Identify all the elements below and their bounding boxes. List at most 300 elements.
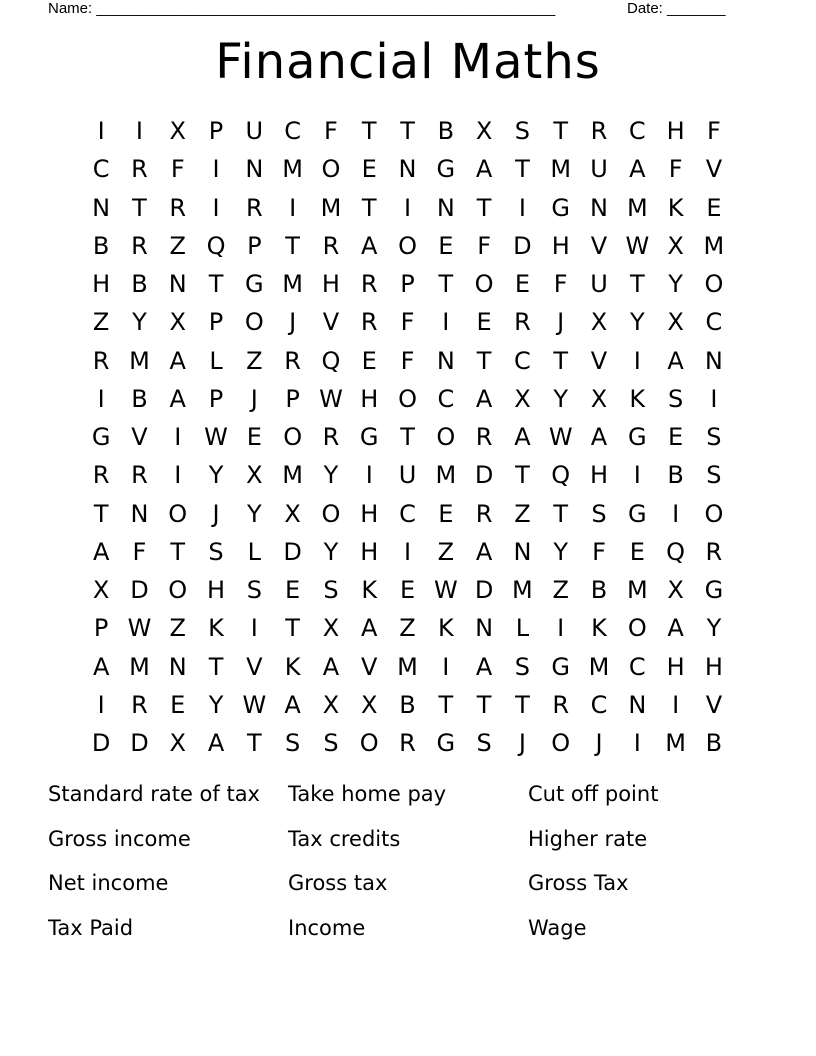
- grid-cell[interactable]: X: [667, 308, 684, 337]
- grid-cell[interactable]: S: [246, 576, 262, 605]
- grid-cell[interactable]: I: [97, 690, 105, 719]
- grid-cell[interactable]: V: [246, 652, 263, 681]
- grid-cell[interactable]: P: [93, 614, 109, 643]
- grid-cell[interactable]: Z: [437, 537, 455, 566]
- grid-cell[interactable]: N: [398, 155, 417, 184]
- grid-cell[interactable]: P: [247, 231, 262, 260]
- grid-cell[interactable]: Y: [208, 461, 224, 490]
- grid-cell[interactable]: O: [398, 231, 417, 260]
- grid-cell[interactable]: A: [667, 346, 684, 375]
- grid-cell[interactable]: K: [629, 384, 646, 413]
- grid-cell[interactable]: M: [588, 652, 610, 681]
- grid-cell[interactable]: T: [476, 193, 492, 222]
- grid-cell[interactable]: L: [515, 614, 530, 643]
- grid-cell[interactable]: D: [130, 729, 149, 758]
- grid-cell[interactable]: X: [284, 499, 301, 528]
- grid-cell[interactable]: R: [552, 690, 570, 719]
- grid-cell[interactable]: Q: [666, 537, 686, 566]
- grid-cell[interactable]: L: [247, 537, 262, 566]
- grid-cell[interactable]: M: [282, 461, 303, 490]
- grid-cell[interactable]: S: [323, 729, 339, 758]
- grid-cell[interactable]: T: [553, 117, 569, 146]
- grid-cell[interactable]: L: [209, 346, 223, 375]
- grid-cell[interactable]: X: [361, 690, 378, 719]
- grid-cell[interactable]: F: [477, 231, 492, 260]
- grid-cell[interactable]: T: [438, 690, 454, 719]
- grid-cell[interactable]: B: [399, 690, 416, 719]
- word-list-item: Net income: [48, 871, 169, 895]
- grid-cell[interactable]: T: [247, 729, 262, 758]
- grid-cell[interactable]: J: [595, 729, 603, 758]
- grid-cell[interactable]: J: [518, 729, 526, 758]
- grid-cell[interactable]: A: [169, 384, 186, 413]
- grid-cell[interactable]: F: [400, 346, 415, 375]
- grid-cell[interactable]: R: [360, 270, 378, 299]
- grid-cell[interactable]: P: [208, 384, 224, 413]
- grid-cell[interactable]: T: [132, 193, 147, 222]
- grid-cell[interactable]: T: [285, 231, 300, 260]
- grid-cell[interactable]: X: [667, 576, 684, 605]
- grid-cell[interactable]: C: [92, 155, 110, 184]
- grid-cell[interactable]: N: [628, 690, 647, 719]
- grid-cell[interactable]: E: [361, 155, 377, 184]
- grid-cell[interactable]: R: [475, 423, 493, 452]
- grid-cell[interactable]: N: [168, 270, 187, 299]
- grid-cell[interactable]: E: [285, 576, 301, 605]
- grid-cell[interactable]: E: [476, 308, 492, 337]
- grid-cell[interactable]: X: [590, 308, 608, 337]
- grid-cell[interactable]: I: [97, 384, 105, 413]
- grid-cell[interactable]: E: [438, 499, 454, 528]
- grid-cell[interactable]: G: [551, 652, 571, 681]
- grid-cell[interactable]: H: [666, 652, 685, 681]
- grid-cell[interactable]: U: [590, 155, 608, 184]
- grid-cell[interactable]: X: [514, 384, 531, 413]
- grid-cell[interactable]: G: [628, 499, 647, 528]
- grid-cell[interactable]: I: [174, 461, 182, 490]
- grid-cell[interactable]: Y: [706, 614, 722, 643]
- grid-cell[interactable]: V: [705, 155, 723, 184]
- grid-cell[interactable]: R: [322, 423, 340, 452]
- grid-cell[interactable]: M: [282, 270, 303, 299]
- grid-cell[interactable]: H: [666, 117, 685, 146]
- grid-cell[interactable]: M: [129, 652, 150, 681]
- grid-cell[interactable]: R: [399, 729, 416, 758]
- grid-cell[interactable]: F: [324, 117, 338, 146]
- letter-grid: [82, 112, 733, 762]
- grid-cell[interactable]: N: [130, 499, 149, 528]
- grid-cell[interactable]: D: [513, 231, 532, 260]
- grid-cell[interactable]: A: [475, 384, 493, 413]
- word-list-item: Income: [288, 915, 366, 940]
- grid-cell[interactable]: K: [667, 193, 684, 222]
- grid-cell[interactable]: E: [629, 537, 645, 566]
- grid-cell[interactable]: R: [514, 308, 531, 337]
- grid-cell[interactable]: T: [208, 652, 224, 681]
- grid-cell[interactable]: W: [319, 384, 343, 413]
- grid-cell[interactable]: R: [131, 690, 148, 719]
- grid-cell[interactable]: Z: [399, 614, 416, 643]
- grid-cell[interactable]: T: [361, 117, 377, 146]
- grid-cell[interactable]: T: [476, 346, 492, 375]
- grid-cell[interactable]: G: [359, 423, 379, 452]
- grid-cell[interactable]: A: [361, 231, 378, 260]
- grid-cell[interactable]: I: [442, 652, 450, 681]
- grid-cell[interactable]: I: [174, 423, 182, 452]
- grid-cell[interactable]: Y: [323, 537, 339, 566]
- grid-cell[interactable]: H: [360, 537, 379, 566]
- grid-cell[interactable]: O: [244, 308, 264, 337]
- grid-cell[interactable]: E: [668, 423, 684, 452]
- grid-cell[interactable]: I: [403, 537, 412, 566]
- word-list-item: Higher rate: [528, 826, 648, 851]
- grid-cell[interactable]: H: [704, 652, 723, 681]
- grid-cell[interactable]: O: [168, 576, 188, 605]
- grid-cell[interactable]: M: [435, 461, 457, 490]
- grid-cell[interactable]: N: [92, 193, 111, 222]
- grid-cell[interactable]: M: [282, 155, 303, 184]
- grid-cell[interactable]: C: [399, 499, 416, 528]
- grid-cell[interactable]: R: [705, 537, 723, 566]
- grid-cell[interactable]: X: [169, 729, 186, 758]
- grid-cell[interactable]: R: [131, 461, 148, 490]
- grid-cell[interactable]: D: [474, 576, 494, 605]
- grid-cell[interactable]: W: [204, 423, 228, 452]
- grid-cell[interactable]: E: [706, 193, 722, 222]
- grid-cell[interactable]: Y: [629, 308, 645, 337]
- grid-cell[interactable]: X: [322, 614, 340, 643]
- grid-cell[interactable]: S: [667, 384, 684, 413]
- grid-cell[interactable]: A: [475, 537, 493, 566]
- grid-cell[interactable]: E: [170, 690, 186, 719]
- grid-cell[interactable]: V: [131, 423, 148, 452]
- grid-cell[interactable]: O: [359, 729, 379, 758]
- grid-cell[interactable]: K: [361, 576, 378, 605]
- grid-cell[interactable]: G: [628, 423, 647, 452]
- grid-cell[interactable]: R: [245, 193, 263, 222]
- grid-cell[interactable]: I: [212, 193, 220, 222]
- grid-cell[interactable]: S: [706, 461, 722, 490]
- grid-cell[interactable]: O: [704, 499, 724, 528]
- grid-cell[interactable]: G: [436, 729, 456, 758]
- grid-cell[interactable]: S: [591, 499, 607, 528]
- grid-cell[interactable]: T: [515, 155, 530, 184]
- grid-cell[interactable]: Y: [208, 690, 224, 719]
- grid-cell[interactable]: R: [169, 193, 187, 222]
- grid-cell[interactable]: V: [705, 690, 723, 719]
- grid-cell[interactable]: Y: [132, 308, 147, 337]
- grid-cell[interactable]: T: [629, 270, 645, 299]
- grid-cell[interactable]: J: [557, 308, 565, 337]
- grid-cell[interactable]: I: [672, 499, 680, 528]
- grid-cell[interactable]: P: [400, 270, 415, 299]
- grid-cell[interactable]: N: [513, 537, 532, 566]
- grid-cell[interactable]: R: [360, 308, 378, 337]
- grid-cell[interactable]: R: [284, 346, 301, 375]
- grid-cell[interactable]: M: [397, 652, 418, 681]
- word-list-item: Take home pay: [288, 782, 447, 806]
- grid-cell[interactable]: S: [514, 117, 531, 146]
- grid-cell[interactable]: E: [246, 423, 262, 452]
- grid-cell[interactable]: M: [703, 231, 725, 260]
- grid-cell[interactable]: O: [474, 270, 494, 299]
- grid-cell[interactable]: F: [170, 155, 185, 184]
- grid-cell[interactable]: W: [433, 576, 458, 605]
- grid-cell[interactable]: B: [667, 461, 684, 490]
- grid-cell[interactable]: T: [553, 346, 569, 375]
- grid-cell[interactable]: F: [668, 155, 683, 184]
- name-field[interactable]: Name: _______________________________________________________: [48, 0, 556, 17]
- grid-cell[interactable]: O: [283, 423, 303, 452]
- grid-cell[interactable]: T: [515, 690, 530, 719]
- grid-cell[interactable]: X: [92, 576, 110, 605]
- grid-cell[interactable]: I: [518, 193, 526, 222]
- grid-cell[interactable]: R: [131, 155, 148, 184]
- grid-cell[interactable]: R: [590, 117, 608, 146]
- grid-cell[interactable]: N: [704, 346, 723, 375]
- grid-cell[interactable]: P: [208, 117, 224, 146]
- grid-cell[interactable]: N: [436, 346, 455, 375]
- grid-cell[interactable]: E: [514, 270, 530, 299]
- grid-cell[interactable]: I: [633, 346, 641, 375]
- grid-cell[interactable]: T: [170, 537, 186, 566]
- grid-cell[interactable]: X: [475, 117, 493, 146]
- grid-cell[interactable]: N: [475, 614, 494, 643]
- grid-cell[interactable]: T: [553, 499, 569, 528]
- grid-cell[interactable]: O: [436, 423, 456, 452]
- grid-cell[interactable]: I: [365, 461, 373, 490]
- grid-cell[interactable]: V: [590, 346, 608, 375]
- grid-cell[interactable]: A: [92, 537, 110, 566]
- grid-cell[interactable]: T: [476, 690, 492, 719]
- grid-cell[interactable]: O: [551, 729, 571, 758]
- grid-cell[interactable]: S: [323, 576, 339, 605]
- grid-cell[interactable]: O: [627, 614, 647, 643]
- grid-cell[interactable]: I: [212, 155, 220, 184]
- grid-cell[interactable]: S: [285, 729, 301, 758]
- grid-cell[interactable]: C: [590, 690, 608, 719]
- grid-cell[interactable]: R: [92, 346, 110, 375]
- grid-cell[interactable]: I: [672, 690, 680, 719]
- grid-cell[interactable]: Z: [169, 614, 186, 643]
- grid-cell[interactable]: B: [131, 384, 148, 413]
- grid-cell[interactable]: T: [438, 270, 454, 299]
- grid-cell[interactable]: U: [245, 117, 264, 146]
- grid-cell[interactable]: Y: [247, 499, 262, 528]
- grid-cell[interactable]: Z: [92, 308, 110, 337]
- grid-cell[interactable]: C: [628, 117, 646, 146]
- grid-cell[interactable]: I: [135, 117, 143, 146]
- grid-cell[interactable]: E: [399, 576, 416, 605]
- grid-cell[interactable]: O: [321, 155, 341, 184]
- grid-cell[interactable]: C: [514, 346, 531, 375]
- grid-cell[interactable]: I: [403, 193, 412, 222]
- grid-cell[interactable]: J: [250, 384, 258, 413]
- grid-cell[interactable]: I: [442, 308, 450, 337]
- grid-cell[interactable]: B: [131, 270, 148, 299]
- word-list-item: Gross tax: [288, 871, 388, 895]
- grid-cell[interactable]: A: [667, 614, 684, 643]
- grid-cell[interactable]: I: [289, 193, 297, 222]
- grid-cell[interactable]: F: [706, 117, 721, 146]
- grid-cell[interactable]: F: [132, 537, 147, 566]
- grid-cell[interactable]: J: [289, 308, 297, 337]
- grid-cell[interactable]: I: [633, 461, 641, 490]
- grid-cell[interactable]: P: [208, 308, 224, 337]
- grid-cell[interactable]: A: [475, 652, 493, 681]
- word-list-item: Gross income: [48, 826, 191, 851]
- grid-cell[interactable]: Q: [206, 231, 226, 260]
- grid-cell[interactable]: F: [592, 537, 606, 566]
- grid-cell[interactable]: G: [245, 270, 264, 299]
- grid-cell[interactable]: A: [322, 652, 340, 681]
- date-field[interactable]: Date: _______: [627, 0, 726, 17]
- grid-cell[interactable]: C: [705, 308, 723, 337]
- grid-cell[interactable]: I: [97, 117, 105, 146]
- grid-cell[interactable]: Y: [553, 384, 569, 413]
- grid-cell[interactable]: I: [250, 614, 258, 643]
- grid-cell[interactable]: O: [398, 384, 417, 413]
- grid-cell[interactable]: R: [131, 231, 148, 260]
- grid-cell[interactable]: B: [92, 231, 110, 260]
- grid-cell[interactable]: I: [710, 384, 718, 413]
- grid-cell[interactable]: S: [706, 423, 722, 452]
- grid-cell[interactable]: E: [361, 346, 377, 375]
- grid-cell[interactable]: M: [129, 346, 150, 375]
- grid-cell[interactable]: G: [91, 423, 111, 452]
- grid-cell[interactable]: Q: [321, 346, 341, 375]
- grid-cell[interactable]: M: [512, 576, 533, 605]
- grid-cell[interactable]: A: [361, 614, 378, 643]
- grid-cell[interactable]: M: [320, 193, 342, 222]
- grid-cell[interactable]: T: [400, 117, 415, 146]
- grid-cell[interactable]: T: [285, 614, 300, 643]
- grid-cell[interactable]: D: [283, 537, 302, 566]
- grid-cell[interactable]: A: [514, 423, 531, 452]
- grid-cell[interactable]: K: [591, 614, 607, 643]
- grid-cell[interactable]: M: [665, 729, 686, 758]
- grid-cell[interactable]: D: [130, 576, 149, 605]
- grid-cell[interactable]: G: [436, 155, 456, 184]
- grid-cell[interactable]: H: [551, 231, 570, 260]
- grid-cell[interactable]: H: [207, 576, 226, 605]
- grid-cell[interactable]: I: [557, 614, 565, 643]
- grid-cell[interactable]: O: [321, 499, 341, 528]
- grid-cell[interactable]: A: [207, 729, 225, 758]
- grid-cell[interactable]: X: [322, 690, 340, 719]
- grid-cell[interactable]: K: [208, 614, 224, 643]
- grid-cell[interactable]: S: [514, 652, 531, 681]
- grid-cell[interactable]: J: [212, 499, 220, 528]
- grid-cell[interactable]: V: [322, 308, 340, 337]
- grid-cell[interactable]: A: [475, 155, 493, 184]
- grid-cell[interactable]: B: [705, 729, 723, 758]
- grid-cell[interactable]: O: [704, 270, 724, 299]
- grid-cell[interactable]: I: [633, 729, 641, 758]
- grid-cell[interactable]: K: [284, 652, 301, 681]
- grid-cell[interactable]: K: [437, 614, 454, 643]
- grid-cell[interactable]: X: [246, 461, 263, 490]
- grid-cell[interactable]: Y: [553, 537, 569, 566]
- grid-cell[interactable]: A: [169, 346, 186, 375]
- grid-cell[interactable]: M: [550, 155, 572, 184]
- grid-cell[interactable]: V: [361, 652, 378, 681]
- grid-cell[interactable]: H: [321, 270, 340, 299]
- grid-cell[interactable]: X: [590, 384, 608, 413]
- grid-cell[interactable]: C: [284, 117, 302, 146]
- grid-cell[interactable]: N: [590, 193, 608, 222]
- grid-cell[interactable]: H: [589, 461, 609, 490]
- grid-cell[interactable]: M: [626, 193, 648, 222]
- word-list-item: Gross Tax: [528, 871, 629, 895]
- grid-cell[interactable]: Z: [552, 576, 569, 605]
- grid-cell[interactable]: R: [92, 461, 110, 490]
- grid-cell[interactable]: T: [208, 270, 224, 299]
- grid-cell[interactable]: F: [553, 270, 568, 299]
- grid-cell[interactable]: D: [91, 729, 111, 758]
- grid-cell[interactable]: P: [285, 384, 300, 413]
- grid-cell[interactable]: S: [208, 537, 224, 566]
- grid-cell[interactable]: U: [590, 270, 608, 299]
- grid-cell[interactable]: B: [437, 117, 455, 146]
- grid-cell[interactable]: G: [551, 193, 571, 222]
- grid-cell[interactable]: A: [284, 690, 301, 719]
- grid-cell[interactable]: C: [628, 652, 646, 681]
- grid-cell[interactable]: H: [92, 270, 111, 299]
- grid-cell[interactable]: H: [360, 384, 379, 413]
- grid-cell[interactable]: A: [590, 423, 608, 452]
- grid-cell[interactable]: Y: [668, 270, 683, 299]
- grid-cell[interactable]: O: [168, 499, 188, 528]
- grid-cell[interactable]: N: [168, 652, 187, 681]
- grid-cell[interactable]: R: [475, 499, 493, 528]
- grid-cell[interactable]: Z: [514, 499, 531, 528]
- grid-cell[interactable]: W: [127, 614, 152, 643]
- grid-cell[interactable]: W: [548, 423, 573, 452]
- grid-cell[interactable]: F: [400, 308, 415, 337]
- grid-cell[interactable]: V: [590, 231, 608, 260]
- grid-cell[interactable]: Q: [551, 461, 571, 490]
- page-title: Financial Maths: [215, 34, 601, 90]
- grid-cell[interactable]: X: [169, 117, 186, 146]
- grid-cell[interactable]: N: [436, 193, 455, 222]
- grid-cell[interactable]: D: [474, 461, 494, 490]
- grid-cell[interactable]: C: [437, 384, 455, 413]
- grid-cell[interactable]: S: [476, 729, 492, 758]
- grid-cell[interactable]: T: [93, 499, 109, 528]
- grid-cell[interactable]: W: [242, 690, 267, 719]
- grid-cell[interactable]: E: [438, 231, 454, 260]
- grid-cell[interactable]: T: [515, 461, 530, 490]
- grid-cell[interactable]: U: [398, 461, 417, 490]
- grid-cell[interactable]: T: [361, 193, 377, 222]
- grid-cell[interactable]: Y: [323, 461, 339, 490]
- grid-cell[interactable]: X: [169, 308, 186, 337]
- grid-cell[interactable]: R: [322, 231, 340, 260]
- grid-cell[interactable]: M: [626, 576, 648, 605]
- grid-cell[interactable]: Z: [169, 231, 186, 260]
- grid-cell[interactable]: A: [629, 155, 646, 184]
- grid-cell[interactable]: B: [590, 576, 608, 605]
- grid-cell[interactable]: G: [704, 576, 724, 605]
- grid-cell[interactable]: Z: [246, 346, 263, 375]
- grid-cell[interactable]: W: [625, 231, 650, 260]
- grid-cell[interactable]: N: [245, 155, 264, 184]
- grid-cell[interactable]: X: [667, 231, 684, 260]
- grid-cell[interactable]: A: [92, 652, 110, 681]
- grid-cell[interactable]: T: [400, 423, 415, 452]
- grid-cell[interactable]: H: [360, 499, 379, 528]
